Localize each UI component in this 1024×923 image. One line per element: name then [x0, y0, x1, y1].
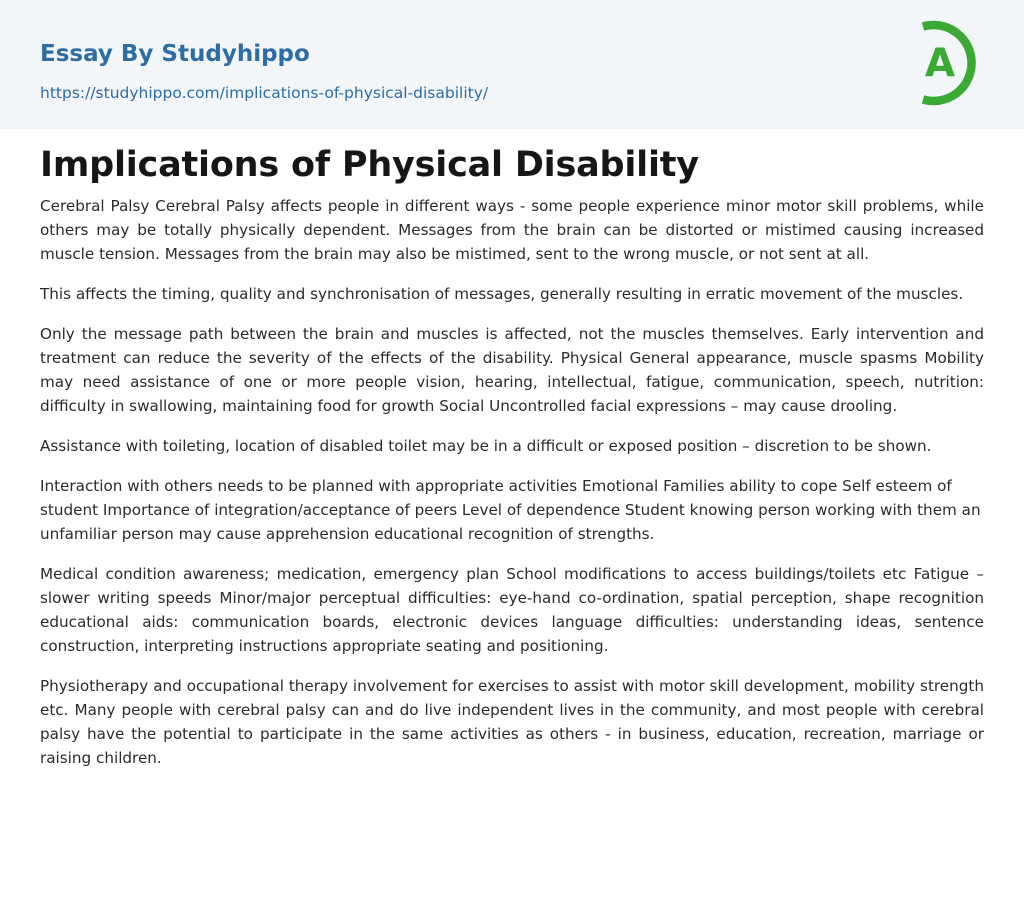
- brand-name: Essay By Studyhippo: [40, 41, 310, 67]
- paragraph: Interaction with others needs to be planned with appropriate activities Emotional Families ability to cope Self esteem of student Importance of integration/acceptance of peers Level of dependence Student knowing person working with them an unfamiliar person may cause apprehension educational recognition of strengths.: [40, 477, 981, 543]
- paragraph: Medical condition awareness; medication, emergency plan School modifications to access buildings/toilets etc Fatigue – slower writing speeds Minor/major perceptual difficulties: eye-hand co-ordination, spatial perception, shape recognition educational aids: communication boards, electronic devices language difficulties: understanding ideas, sentence construction, interpreting instructions appropriate seating and positioning.: [40, 565, 984, 655]
- studyhippo-logo-icon[interactable]: [896, 18, 986, 108]
- page-header: [0, 0, 1024, 129]
- article-body: [40, 194, 984, 786]
- paragraph: Cerebral Palsy Cerebral Palsy affects people in different ways - some people experience minor motor skill problems, while others may be totally physically dependent. Messages from the brain can be distorted or mistimed causing increased muscle tension. Messages from the brain may also be mistimed, sent to the wrong muscle, or not sent at all.: [40, 197, 984, 263]
- page-title: Implications of Physical Disability: [40, 145, 699, 185]
- source-url-link[interactable]: https://studyhippo.com/implications-of-physical-disability/: [40, 84, 489, 102]
- paragraph: This affects the timing, quality and synchronisation of messages, generally resulting in erratic movement of the muscles.: [40, 285, 964, 303]
- paragraph: Physiotherapy and occupational therapy involvement for exercises to assist with motor skill development, mobility strength etc. Many people with cerebral palsy can and do live independent lives in the community, and most people with cerebral palsy have the potential to participate in the same activities as others - in business, education, recreation, marriage or raising children.: [40, 677, 984, 767]
- paragraph: Assistance with toileting, location of disabled toilet may be in a difficult or exposed position – discretion to be shown.: [40, 437, 932, 455]
- logo-letter: A: [924, 41, 956, 86]
- paragraph: Only the message path between the brain and muscles is affected, not the muscles themselves. Early intervention and treatment can reduce the severity of the effects of the disability. Physical General appearance, muscle spasms Mobility may need assistance of one or more people vision, hearing, intellectual, fatigue, communication, speech, nutrition: difficulty in swallowing, maintaining food for growth Social Uncontrolled facial expressions – may cause drooling.: [40, 325, 984, 415]
